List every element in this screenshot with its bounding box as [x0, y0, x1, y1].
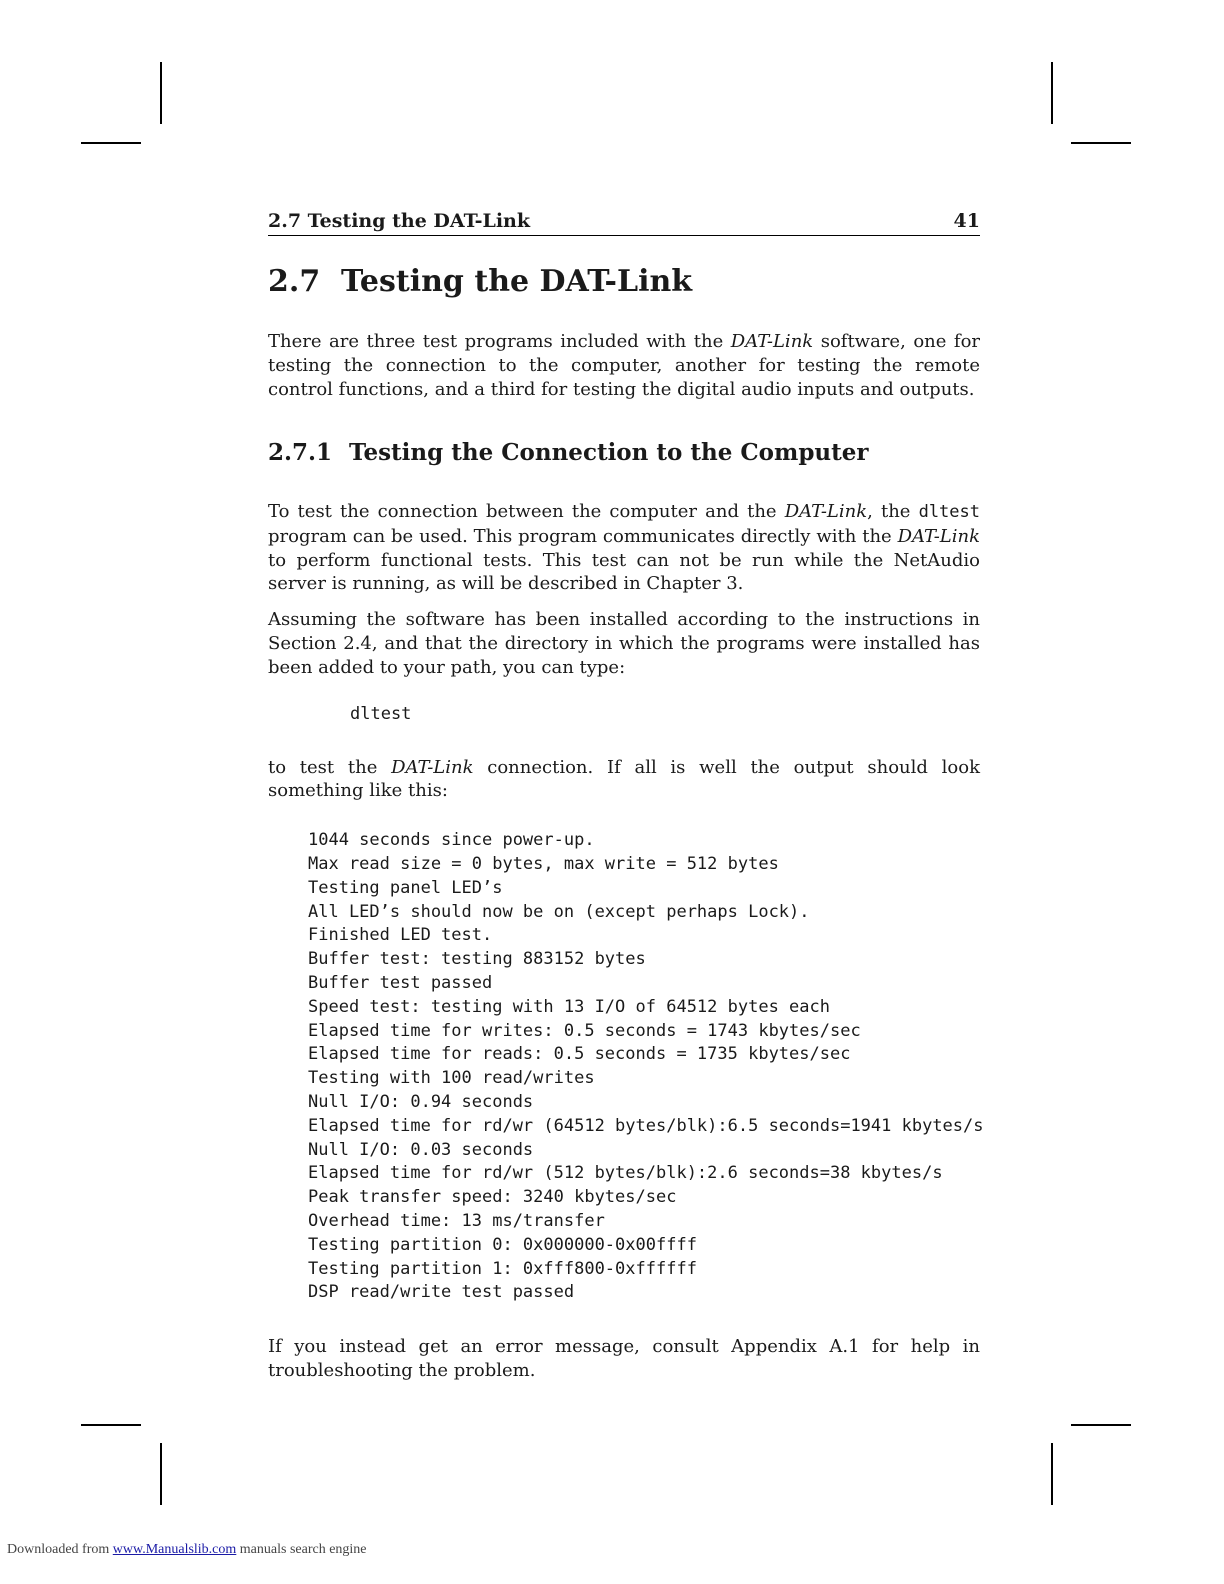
crop-mark [1051, 62, 1053, 124]
output-line: Speed test: testing with 13 I/O of 64512 bytes each [308, 996, 830, 1017]
subsection-title: Testing the Connection to the Computer [349, 439, 869, 467]
product-name: DAT-Link [391, 756, 474, 778]
output-line: Elapsed time for rd/wr (64512 bytes/blk):6.5 seconds=1941 kbytes/s [308, 1115, 984, 1136]
output-line: Elapsed time for rd/wr (512 bytes/blk):2.6 seconds=38 kbytes/s [308, 1163, 943, 1184]
command-example: dltest [350, 703, 412, 724]
text-run: To test the connection between the computer and the [268, 500, 785, 522]
section-heading [268, 264, 980, 300]
crop-mark [1051, 1443, 1053, 1505]
manualslib-link[interactable]: www.Manualslib.com [112, 1542, 237, 1557]
output-line: All LED’s should now be on (except perhaps Lock). [308, 901, 810, 922]
product-name: DAT-Link [897, 525, 980, 547]
running-header-title: 2.7 Testing the DAT-Link [268, 210, 531, 232]
text-run: to perform functional tests. This test can not be run while the NetAudio server is running, as will be described in Chapter 3. [268, 549, 980, 595]
subsection-heading [268, 439, 980, 467]
output-line: Buffer test passed [308, 972, 493, 993]
subsection-number: 2.7.1 [268, 439, 333, 467]
output-line: Testing with 100 read/writes [308, 1068, 595, 1089]
footer-text: Downloaded from [7, 1542, 113, 1557]
output-line: Overhead time: 13 ms/transfer [308, 1210, 605, 1231]
output-line: Finished LED test. [308, 925, 493, 946]
crop-mark [160, 1443, 162, 1505]
footer-text: manuals search engine [236, 1542, 367, 1557]
section-title: Testing the DAT-Link [341, 264, 693, 299]
running-header [268, 210, 980, 236]
output-line: Testing partition 1: 0xfff800-0xffffff [308, 1258, 697, 1279]
program-name: dltest [918, 501, 980, 522]
output-line: 1044 seconds since power-up. [308, 830, 595, 851]
paragraph-output-intro [268, 756, 980, 804]
download-footer [7, 1542, 367, 1558]
output-line: Null I/O: 0.03 seconds [308, 1139, 534, 1160]
text-run: connection. If all is well the output should look something like this: [268, 756, 980, 802]
product-name: DAT-Link [784, 500, 868, 522]
output-line: Peak transfer speed: 3240 kbytes/sec [308, 1187, 677, 1208]
output-line: Null I/O: 0.94 seconds [308, 1091, 534, 1112]
text-run: program can be used. This program communicates directly with the [268, 525, 898, 547]
crop-mark [1071, 1424, 1131, 1426]
output-line: Testing partition 0: 0x000000-0x00ffff [308, 1234, 697, 1255]
page-content [268, 210, 984, 1383]
output-line: Elapsed time for writes: 0.5 seconds = 1743 kbytes/sec [308, 1020, 861, 1041]
intro-paragraph [268, 330, 980, 401]
output-line: Max read size = 0 bytes, max write = 512 bytes [308, 853, 779, 874]
crop-mark [81, 142, 141, 144]
crop-mark [160, 62, 162, 124]
paragraph-troubleshooting: If you instead get an error message, consult Appendix A.1 for help in troubleshooting the problem. [268, 1336, 980, 1381]
page-number: 41 [953, 210, 980, 232]
test-output-block [308, 829, 984, 1305]
paragraph-connection-test [268, 500, 980, 596]
text-run: to test the [268, 756, 392, 778]
text-run: There are three test programs included with the [268, 331, 731, 352]
text-run: , the [867, 500, 919, 522]
crop-mark [81, 1424, 141, 1426]
output-line: DSP read/write test passed [308, 1282, 575, 1303]
crop-mark [1071, 142, 1131, 144]
section-number: 2.7 [268, 264, 321, 299]
output-line: Elapsed time for reads: 0.5 seconds = 1735 kbytes/sec [308, 1044, 851, 1065]
product-name: DAT-Link [730, 331, 814, 352]
output-line: Testing panel LED’s [308, 877, 503, 898]
text-run: software, one for testing the connection to the computer, another for testing the remote control functions, and a third for testing the digital audio inputs and outputs. [268, 331, 981, 400]
output-line: Buffer test: testing 883152 bytes [308, 949, 646, 970]
paragraph-install-path: Assuming the software has been installed according to the instructions in Section 2.4, and that the directory in which the programs were installed has been added to your path, you can type: [268, 609, 980, 678]
